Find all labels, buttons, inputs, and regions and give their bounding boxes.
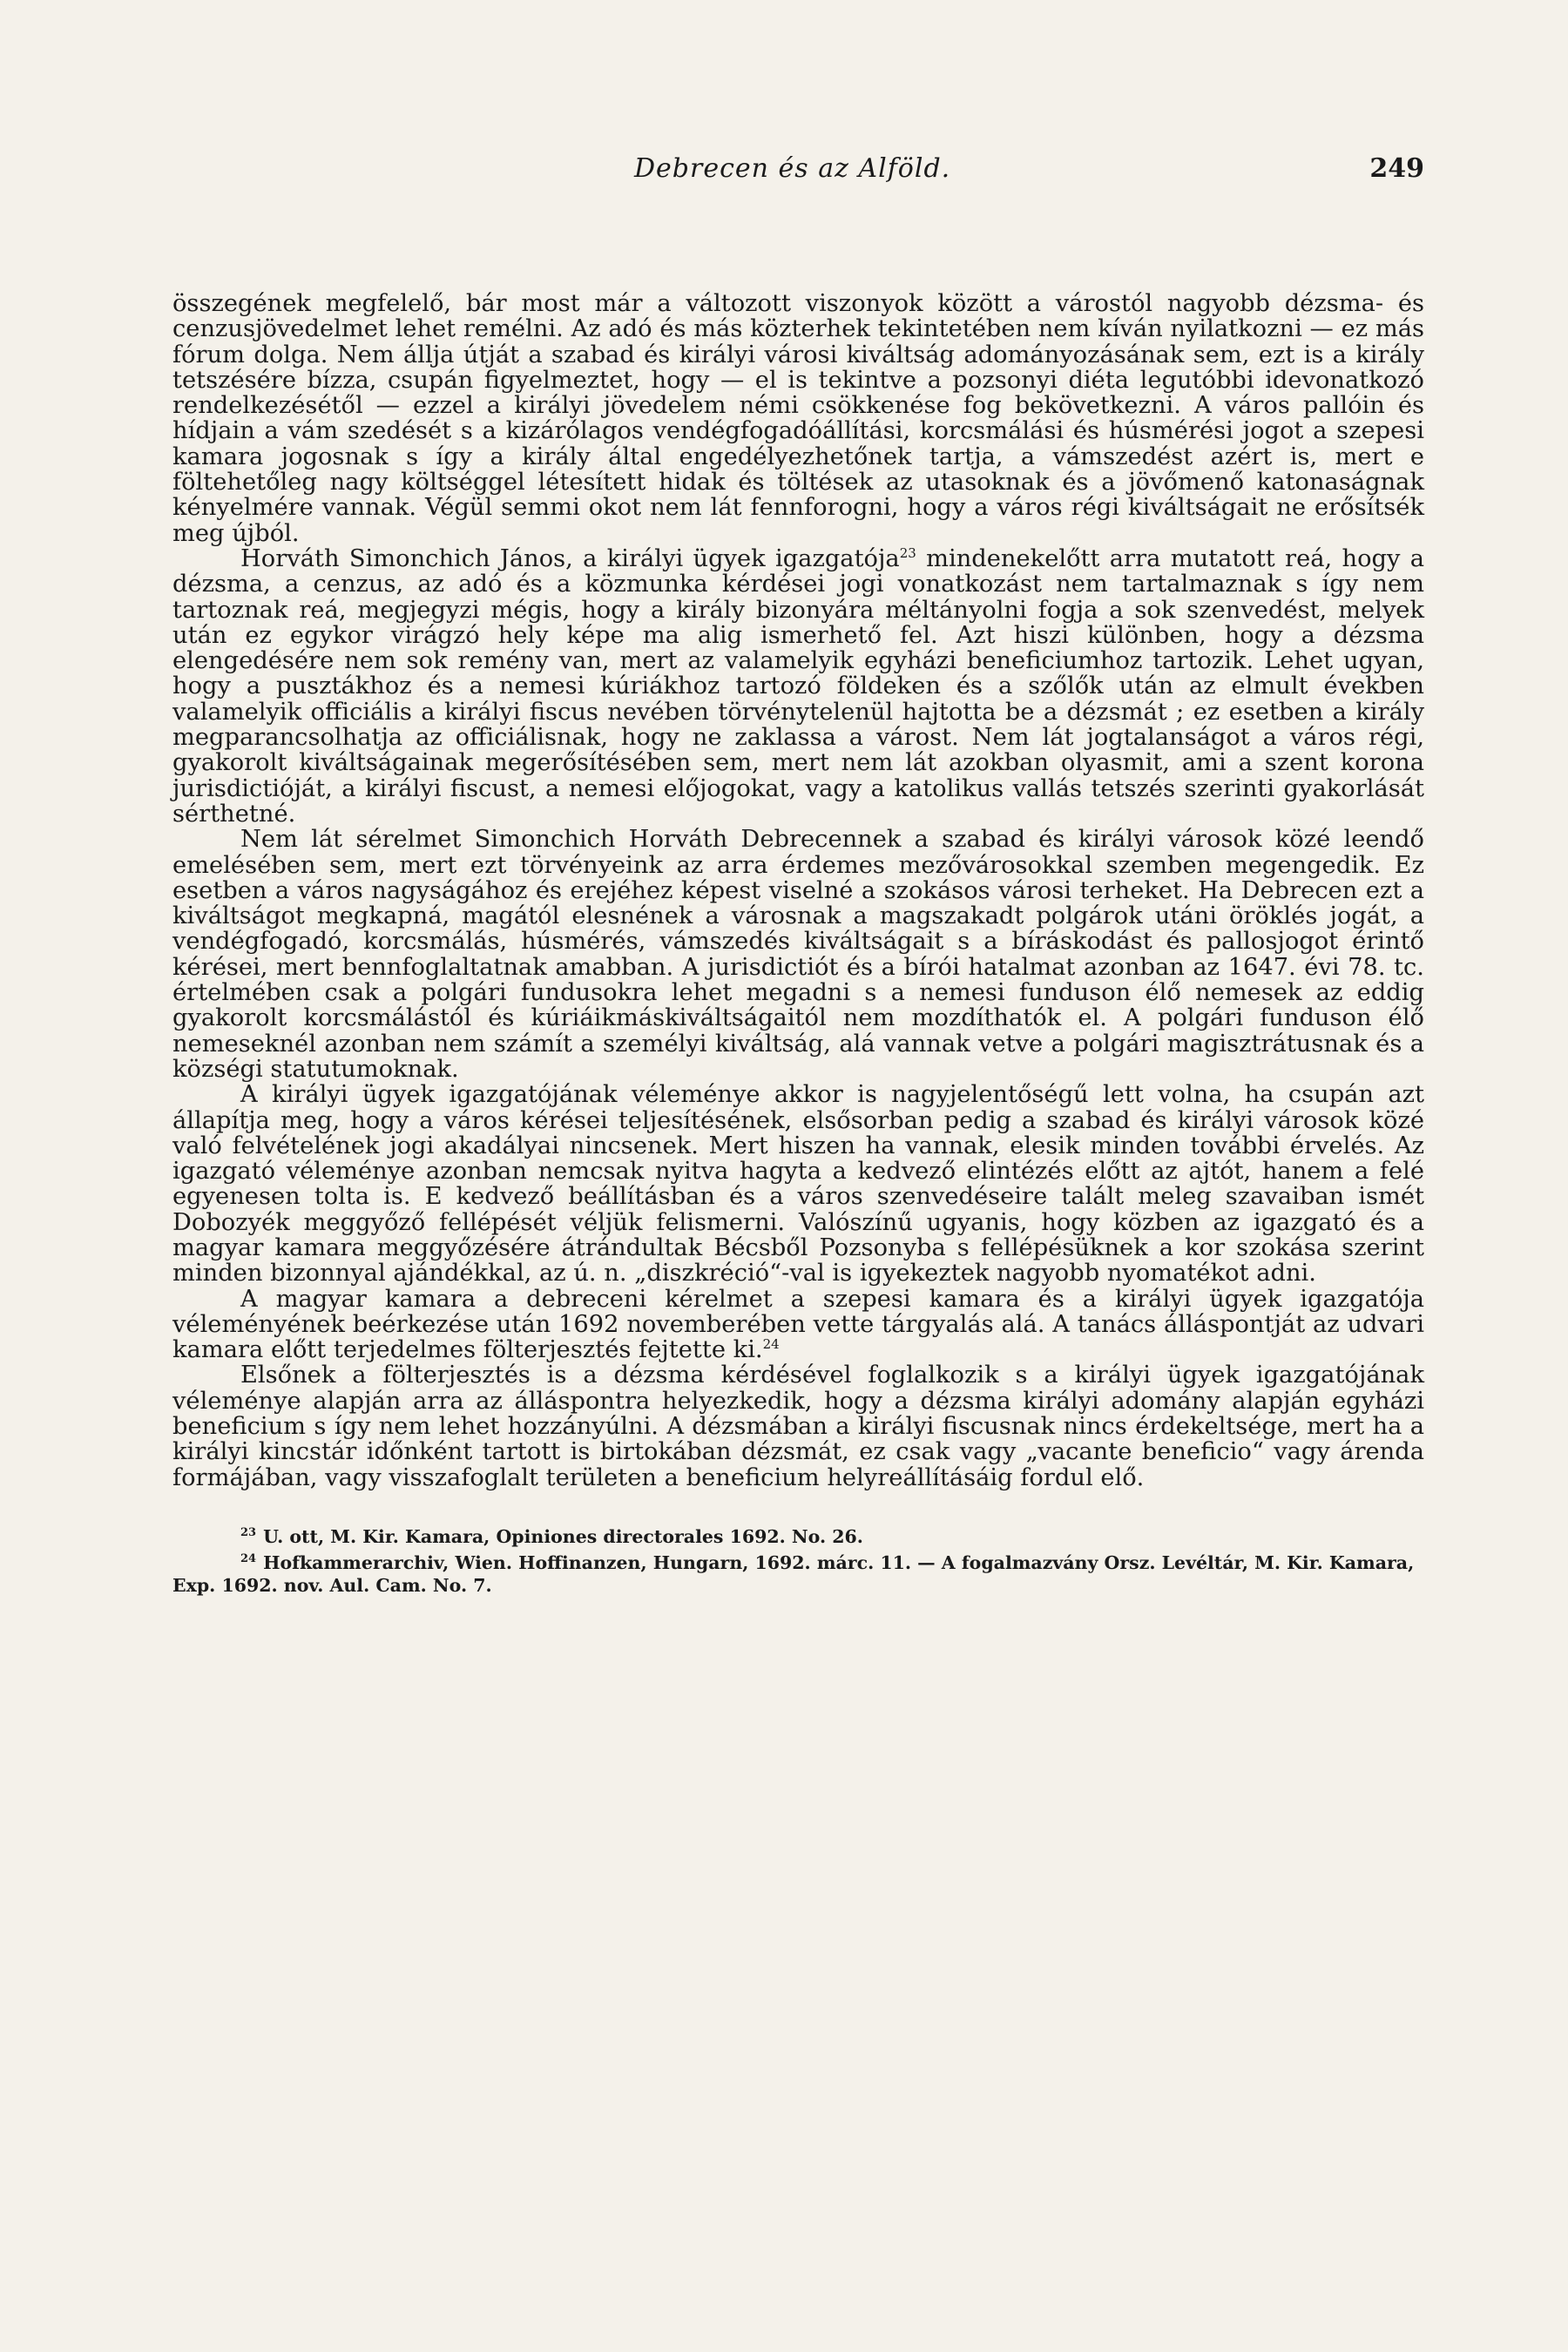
paragraph [172,546,1424,827]
page-header [172,153,1424,197]
paragraph-text: Nem lát sérelmet Simonchich Horváth Debrecennek a szabad és királyi városok közé leendő emelésében sem, mert ezt törvényeink az arra érdemes mezővárosokkal szemben megengedik. Ez esetben a város nagyságához és erejéhez képest viselné a szokásos városi terheket. Ha Debrecen ezt a kiváltságot megkapná, magától elesnének a városnak a magszakadt polgárok utáni öröklés jogát, a vendégfogadó, korcsmálás, húsmérés, vámszedés kiváltságait s a bíráskodást és pallosjogot érintő kérései, mert bennfoglaltatnak amabban. A jurisdictiót és a bírói hatalmat azonban az 1647. évi 78. tc. értelmében csak a polgári fundusokra lehet megadni s a nemesi funduson élő nemesek az eddig gyakorolt korcsmálástól és kúriáikmáskiváltságaitól nem mozdíthatók el. A polgári funduson élő nemeseknél azonban nem számít a személyi kiváltság, alá vannak vetve a polgári magisztrátusnak és a községi statutumoknak. [172,826,1424,1083]
footnote-reference: 23 [899,544,916,561]
footnote-mark: 24 [240,1551,257,1565]
paragraph [172,1287,1424,1363]
footnote [172,1548,1424,1597]
footnotes [172,1522,1424,1597]
paragraph [172,291,1424,546]
paragraph-text: összegének megfelelő, bár most már a változott viszonyok között a várostól nagyobb dézsma- és cenzusjövedelmet lehet remélni. Az adó és más közterhek tekintetében nem kíván nyilatkozni — ez más fórum dolga. Nem állja útját a szabad és királyi városi kiváltság adományozásának sem, ezt is a király tetszésére bízza, csupán figyelmeztet, hogy — el is tekintve a pozsonyi diéta legutóbbi idevonatkozó rendelkezésétől — ezzel a királyi jövedelem némi csökkenése fog bekövetkezni. A város pallóin és hídjain a vám szedését s a kizárólagos vendégfogadóállítási, korcsmálási és húsmérési jogot a szepesi kamara jogosnak s így a király által engedélyezhetőnek tartja, a vámszedést azért is, mert e föltehetőleg nagy költséggel létesített hidak és töltések az utasoknak és a jövőmenő katonaságnak kényelmére vannak. Végül semmi okot nem lát fennforogni, hogy a város régi kiváltságait ne erősítsék meg újból. [172,290,1424,547]
paragraph [172,1082,1424,1286]
paragraph-text: Elsőnek a fölterjesztés is a dézsma kérdésével foglalkozik s a királyi ügyek igazgatójának véleménye alapján arra az álláspontra helyezkedik, hogy a dézsma királyi adomány alapján egyházi beneficium s így nem lehet hozzányúlni. A dézsmában a királyi fiscusnak nincs érdekeltsége, mert ha a királyi kincstár időnként tartott is birtokában dézsmát, ez csak vagy „vacante beneficio“ vagy árenda formájában, vagy visszafoglalt területen a beneficium helyreállításáig fordul elő. [172,1362,1424,1491]
footnote-mark: 23 [240,1525,257,1539]
running-title: Debrecen és az Alföld. [634,153,951,184]
paragraph-text: A magyar kamara a debreceni kérelmet a szepesi kamara és a királyi ügyek igazgatója véleményének beérkezése után 1692 novemberében vette tárgyalás alá. A tanács álláspontját az udvari kamara előtt terjedelmes fölterjesztés fejtette ki. [172,1285,1424,1364]
footnote-text: U. ott, M. Kir. Kamara, Opiniones directorales 1692. No. 26. [263,1525,863,1547]
footnote-text: Hofkammerarchiv, Wien. Hoffinanzen, Hungarn, 1692. márc. 11. — A fogalmazvány Orsz. Levéltár, M. Kir. Kamara, Exp. 1692. nov. Aul. Cam. No. 7. [172,1551,1415,1596]
footnote-reference: 24 [762,1336,780,1353]
paragraph [172,1362,1424,1490]
body-text [172,291,1424,1490]
paragraph-text: A királyi ügyek igazgatójának véleménye akkor is nagyjelentőségű lett volna, ha csupán azt állapítja meg, hogy a város kérései teljesítésének, elsősorban pedig a szabad és királyi városok közé való felvételének jogi akadályai nincsenek. Mert hiszen ha vannak, elesik minden további érvelés. Az igazgató véleménye azonban nemcsak nyitva hagyta a kedvező elintézés előtt az ajtót, hanem a felé egyenesen tolta is. E kedvező beállításban és a város szenvedéseire talált meleg szavaiban ismét Dobozyék meggyőző fellépését véljük felismerni. Valószínű ugyanis, hogy közben az igazgató és a magyar kamara meggyőzésére átrándultak Bécsből Pozsonyba s fellépésüknek a kor szokása szerint minden bizonnyal ajándékkal, az ú. n. „diszkréció“-val is igyekeztek nagyobb nyomatékot adni. [172,1081,1424,1288]
footnote [172,1522,1424,1548]
paragraph-text: mindenekelőtt arra mutatott reá, hogy a dézsma, a cenzus, az adó és a közmunka kérdései jogi vonatkozást nem tartalmaznak s így nem tartoznak reá, megjegyzi mégis, hogy a király bizonyára méltányolni fogja a sok szenvedést, melyek után ez egykor virágzó hely képe ma alig ismerhető fel. Azt hiszi különben, hogy a dézsma elengedésére nem sok remény van, mert az valamelyik egyházi beneficiumhoz tartozik. Lehet ugyan, hogy a pusztákhoz és a nemesi kúriákhoz tartozó földeken és a szőlők után az elmult években valamelyik officiális a királyi fiscus nevében törvénytelenül hajtotta be a dézsmát ; ez esetben a király megparancsolhatja az officiálisnak, hogy ne zaklassa a várost. Nem lát jogtalanságot a város régi, gyakorolt kiváltságainak megerősítésében sem, mert nem lát azokban olyasmit, ami a szent korona jurisdictióját, a királyi fiscust, a nemesi előjogokat, vagy a katolikus vallás tetszés szerinti gyakorlását sérthetné. [172,544,1424,828]
page-number: 249 [1369,153,1424,184]
paragraph [172,827,1424,1082]
paragraph-text: Horváth Simonchich János, a királyi ügyek igazgatója [240,544,900,572]
